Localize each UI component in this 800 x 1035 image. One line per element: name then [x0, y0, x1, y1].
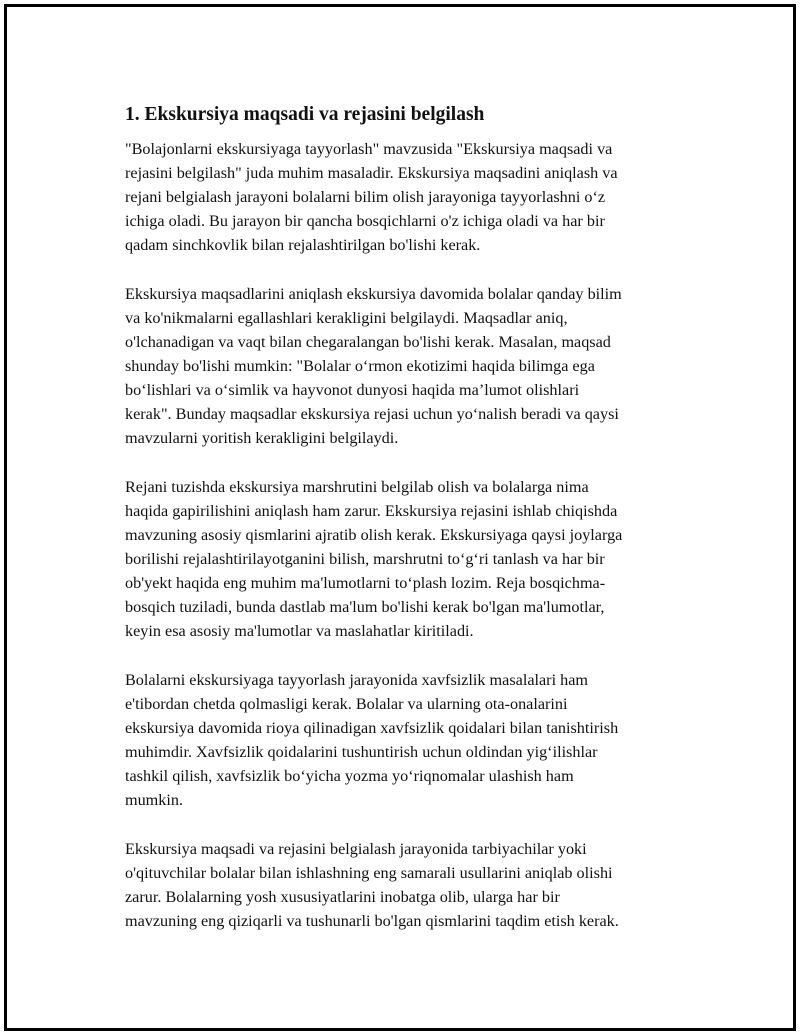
paragraph-line: mavzularni yoritish kerakligini belgilaydi.	[125, 429, 399, 447]
paragraph-list	[125, 137, 695, 933]
paragraph-line: qadam sinchkovlik bilan rejalashtirilgan bo'lishi kerak.	[125, 236, 481, 254]
paragraph-line: Rejani tuzishda ekskursiya marshrutini belgilab olish va bolalarga nima	[125, 478, 589, 496]
paragraph-line: mavzuning asosiy qismlarini ajratib olish kerak. Ekskursiyaga qaysi joylarga	[125, 526, 623, 544]
paragraph-line: mavzuning eng qiziqarli va tushunarli bo'lgan qismlarini taqdim etish kerak.	[125, 912, 619, 930]
paragraph-line: borilishi rejalashtirilayotganini bilish, marshrutni to‘g‘ri tanlash va har bir	[125, 550, 605, 568]
page-frame	[4, 4, 796, 1031]
paragraph-line: Bolalarni ekskursiyaga tayyorlash jarayonida xavfsizlik masalalari ham	[125, 671, 588, 689]
section-heading: 1. Ekskursiya maqsadi va rejasini belgilash	[125, 104, 485, 125]
document-body	[125, 103, 695, 933]
paragraph-line: Ekskursiya maqsadlarini aniqlash ekskursiya davomida bolalar qanday bilim	[125, 285, 622, 303]
paragraph-line: rejasini belgilash" juda muhim masaladir. Ekskursiya maqsadini aniqlash va	[125, 164, 618, 182]
paragraph-line: zarur. Bolalarning yosh xususiyatlarini inobatga olib, ularga har bir	[125, 888, 560, 906]
paragraph	[125, 475, 695, 643]
paragraph-line: ekskursiya davomida rioya qilinadigan xavfsizlik qoidalari bilan tanishtirish	[125, 719, 619, 737]
paragraph-line: mumkin.	[125, 791, 184, 809]
paragraph-line: keyin esa asosiy ma'lumotlar va maslahatlar kiritiladi.	[125, 622, 474, 640]
paragraph-line: ichiga oladi. Bu jarayon bir qancha bosqichlarni o'z ichiga oladi va har bir	[125, 212, 605, 230]
paragraph	[125, 668, 695, 812]
paragraph-line: haqida gapirilishini aniqlash ham zarur. Ekskursiya rejasini ishlab chiqishda	[125, 502, 618, 520]
paragraph-line: bosqich tuziladi, bunda dastlab ma'lum bo'lishi kerak bo'lgan ma'lumotlar,	[125, 598, 605, 616]
paragraph-line: kerak". Bunday maqsadlar ekskursiya rejasi uchun yo‘nalish beradi va qaysi	[125, 405, 619, 423]
paragraph	[125, 137, 695, 257]
paragraph-line: "Bolajonlarni ekskursiyaga tayyorlash" mavzusida "Ekskursiya maqsadi va	[125, 140, 613, 158]
paragraph	[125, 282, 695, 450]
paragraph-line: ob'yekt haqida eng muhim ma'lumotlarni to‘plash lozim. Reja bosqichma-	[125, 574, 606, 592]
paragraph-line: o'lchanadigan va vaqt bilan chegaralangan bo'lishi kerak. Masalan, maqsad	[125, 333, 611, 351]
paragraph-line: va ko'nikmalarni egallashlari kerakligini belgilaydi. Maqsadlar aniq,	[125, 309, 568, 327]
paragraph-line: tashkil qilish, xavfsizlik bo‘yicha yozma yo‘riqnomalar ulashish ham	[125, 767, 574, 785]
paragraph-line: o'qituvchilar bolalar bilan ishlashning eng samarali usullarini aniqlab olishi	[125, 864, 613, 882]
paragraph-line: muhimdir. Xavfsizlik qoidalarini tushuntirish uchun oldindan yig‘ilishlar	[125, 743, 598, 761]
paragraph-line: rejani belgialash jarayoni bolalarni bilim olish jarayoniga tayyorlashni o‘z	[125, 188, 606, 206]
paragraph-line: e'tibordan chetda qolmasligi kerak. Bolalar va ularning ota-onalarini	[125, 695, 568, 713]
paragraph-line: Ekskursiya maqsadi va rejasini belgialash jarayonida tarbiyachilar yoki	[125, 840, 587, 858]
paragraph	[125, 837, 695, 933]
paragraph-line: bo‘lishlari va o‘simlik va hayvonot dunyosi haqida ma’lumot olishlari	[125, 381, 580, 399]
paragraph-line: shunday bo'lishi mumkin: "Bolalar o‘rmon ekotizimi haqida bilimga ega	[125, 357, 595, 375]
